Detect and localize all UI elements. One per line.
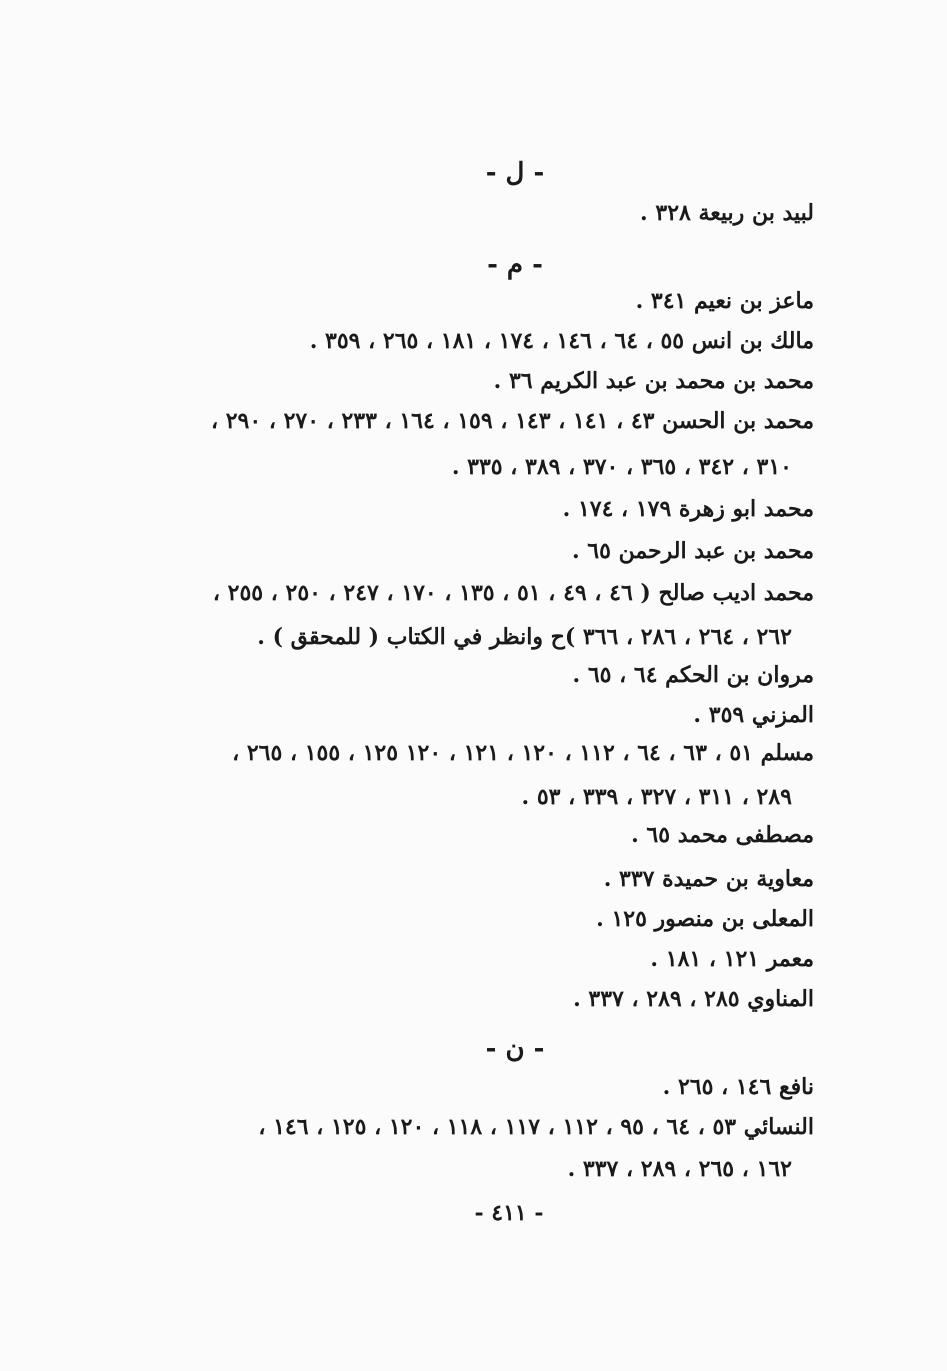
index-entry: مسلم ٥١ ، ٦٣ ، ٦٤ ، ١١٢ ، ١٢٠ ، ١٢١ ، ١٢٠ ١٢٥ ، ١٥٥ ، ٢٦٥ ، <box>232 740 814 766</box>
index-entry: نافع ١٤٦ ، ٢٦٥ . <box>662 1074 814 1100</box>
index-entry: محمد بن الحسن ٤٣ ، ١٤١ ، ١٤٣ ، ١٥٩ ، ١٦٤ ، ٢٣٣ ، ٢٧٠ ، ٢٩٠ ، <box>210 408 814 434</box>
index-entry: لبيد بن ربيعة ٣٢٨ . <box>640 200 814 226</box>
index-entry: النسائي ٥٣ ، ٦٤ ، ٩٥ ، ١١٢ ، ١١٧ ، ١١٨ ، ١٢٠ ، ١٢٥ ، ١٤٦ ، <box>258 1114 814 1140</box>
section-heading-mim: - م - <box>487 250 543 280</box>
section-heading-lam: - ل - <box>485 158 545 188</box>
index-entry-continuation: ٣١٠ ، ٣٤٢ ، ٣٦٥ ، ٣٧٠ ، ٣٨٩ ، ٣٣٥ . <box>451 454 792 480</box>
section-heading-nun: - ن - <box>485 1034 545 1064</box>
index-entry: معاوية بن حميدة ٣٣٧ . <box>603 866 814 892</box>
index-entry: محمد بن عبد الرحمن ٦٥ . <box>571 538 814 564</box>
index-entry-continuation: ٢٦٢ ، ٢٦٤ ، ٢٨٦ ، ٣٦٦ )ح وانظر في الكتاب ( للمحقق ) . <box>257 624 792 650</box>
index-entry: المعلى بن منصور ١٢٥ . <box>596 906 814 932</box>
index-entry: مصطفى محمد ٦٥ . <box>631 822 814 848</box>
index-entry: محمد بن محمد بن عبد الكريم ٣٦ . <box>493 368 814 394</box>
index-entry: مروان بن الحكم ٦٤ ، ٦٥ . <box>572 662 814 688</box>
index-entry: معمر ١٢١ ، ١٨١ . <box>650 946 814 972</box>
index-entry: المزني ٣٥٩ . <box>693 702 814 728</box>
index-entry: محمد ابو زهرة ١٧٩ ، ١٧٤ . <box>562 496 814 522</box>
index-entry: محمد اديب صالح ( ٤٦ ، ٤٩ ، ٥١ ، ١٣٥ ، ١٧٠ ، ٢٤٧ ، ٢٥٠ ، ٢٥٥ ، <box>212 580 814 606</box>
index-entry: مالك بن انس ٥٥ ، ٦٤ ، ١٤٦ ، ١٧٤ ، ١٨١ ، ٢٦٥ ، ٣٥٩ . <box>309 328 814 354</box>
index-entry: ماعز بن نعيم ٣٤١ . <box>635 288 814 314</box>
index-entry-continuation: ١٦٢ ، ٢٦٥ ، ٢٨٩ ، ٣٣٧ . <box>567 1156 792 1182</box>
index-entry: المناوي ٢٨٥ ، ٢٨٩ ، ٣٣٧ . <box>573 986 814 1012</box>
page-number: - ٤١١ - <box>474 1200 544 1226</box>
index-entry-continuation: ٢٨٩ ، ٣١١ ، ٣٢٧ ، ٣٣٩ ، ٥٣ . <box>521 784 792 810</box>
